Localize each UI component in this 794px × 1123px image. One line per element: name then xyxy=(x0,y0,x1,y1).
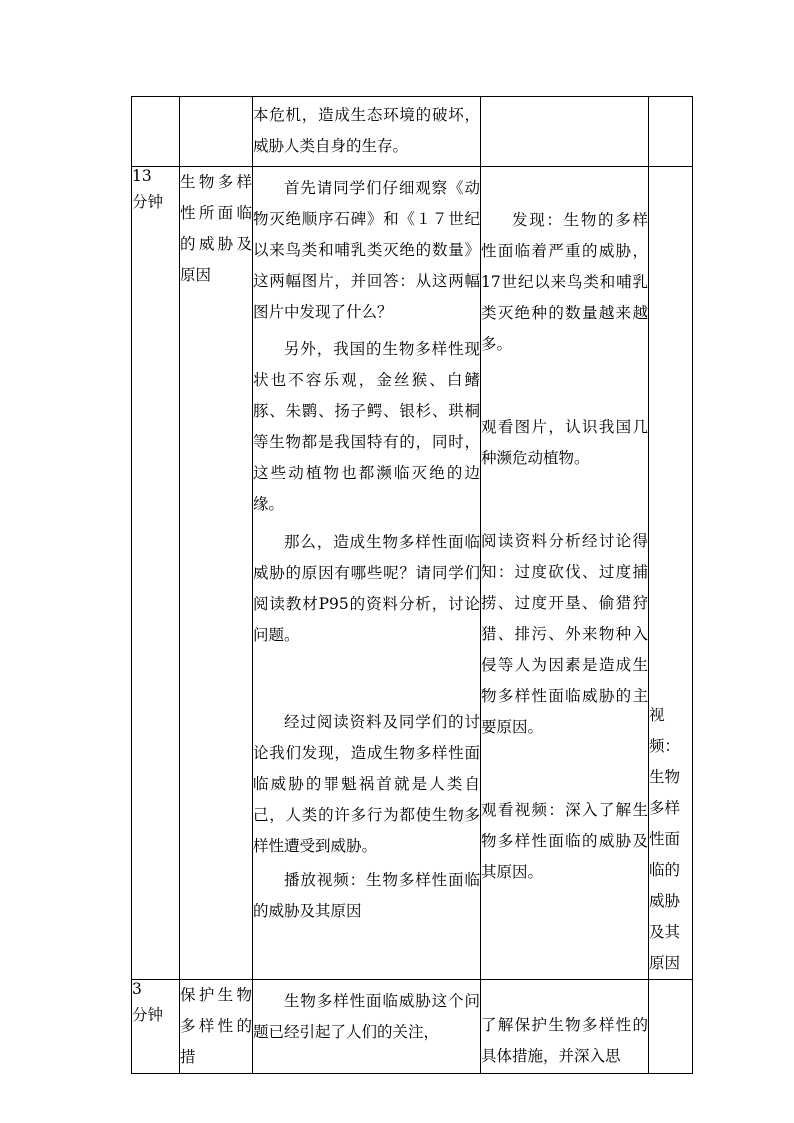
teacher-paragraph: 另外，我国的生物多样性现状也不容乐观，金丝猴、白鳍豚、朱鹮、扬子鳄、银杉、珙桐等生物都是我国特有的，同时，这些动植物也都濒临灭绝的边缘。 xyxy=(253,340,480,513)
lesson-plan-table xyxy=(131,96,693,1074)
table-row xyxy=(132,167,693,980)
time-cell xyxy=(132,97,180,167)
student-paragraph: 观看视频：深入了解生物多样性面临的威胁及其原因。 xyxy=(481,801,648,881)
table-row xyxy=(132,980,693,1074)
teacher-paragraph: 经过阅读资料及同学们的讨论我们发现，造成生物多样性面临威胁的罪魁祸首就是人类自己，人类的许多行为都使生物多样性遭受到威胁。 xyxy=(253,713,480,855)
student-paragraph: 发现：生物的多样性面临着严重的威胁，17世纪以来鸟类和哺乳类灭绝种的数量越来越多。 xyxy=(481,211,648,353)
table-row xyxy=(132,97,693,167)
time-value: 3 xyxy=(132,980,142,998)
student-activity-cell xyxy=(481,97,649,167)
teacher-activity-cell xyxy=(253,97,481,167)
media-cell xyxy=(649,167,693,980)
time-cell xyxy=(132,167,180,980)
student-paragraph: 观看图片，认识我国几种濒危动植物。 xyxy=(481,418,648,467)
student-activity-cell xyxy=(481,167,649,980)
teacher-paragraph: 那么，造成生物多样性面临威胁的原因有哪些呢？请同学们阅读教材P95的资料分析，讨论问题。 xyxy=(253,533,480,644)
media-cell xyxy=(649,980,693,1074)
student-paragraph: 阅读资料分析经讨论得知：过度砍伐、过度捕捞、过度开垦、偷猎狩猎、排污、外来物种入侵等人为因素是造成生物多样性面临威胁的主要原因。 xyxy=(481,532,648,736)
media-cell xyxy=(649,97,693,167)
time-unit: 分钟 xyxy=(132,193,164,211)
topic-cell xyxy=(180,167,253,980)
student-paragraph: 了解保护生物多样性的具体措施，并深入思 xyxy=(481,1016,648,1065)
teacher-activity-cell xyxy=(253,980,481,1074)
time-unit: 分钟 xyxy=(132,1006,164,1024)
topic-cell xyxy=(180,980,253,1074)
teacher-paragraph: 本危机，造成生态环境的破坏，威胁人类自身的生存。 xyxy=(253,106,480,155)
time-value: 13 xyxy=(132,167,152,185)
teacher-paragraph: 首先请同学们仔细观察《动物灭绝顺序石碑》和《１７世纪以来鸟类和哺乳类灭绝的数量》这两幅图片，并回答：从这两幅图片中发现了什么？ xyxy=(253,179,480,321)
topic-text: 保护生物多样性的措 xyxy=(180,986,252,1066)
teacher-activity-cell xyxy=(253,167,481,980)
time-cell xyxy=(132,980,180,1074)
student-activity-cell xyxy=(481,980,649,1074)
topic-cell xyxy=(180,97,253,167)
media-text: 视频：生物多样性面临的威胁及其原因 xyxy=(649,706,681,972)
teacher-paragraph: 生物多样性面临威胁这个问题已经引起了人们的关注， xyxy=(253,992,480,1041)
teacher-paragraph: 播放视频：生物多样性面临的威胁及其原因 xyxy=(253,871,480,920)
topic-text: 生物多样性所面临的威胁及原因 xyxy=(180,173,252,284)
